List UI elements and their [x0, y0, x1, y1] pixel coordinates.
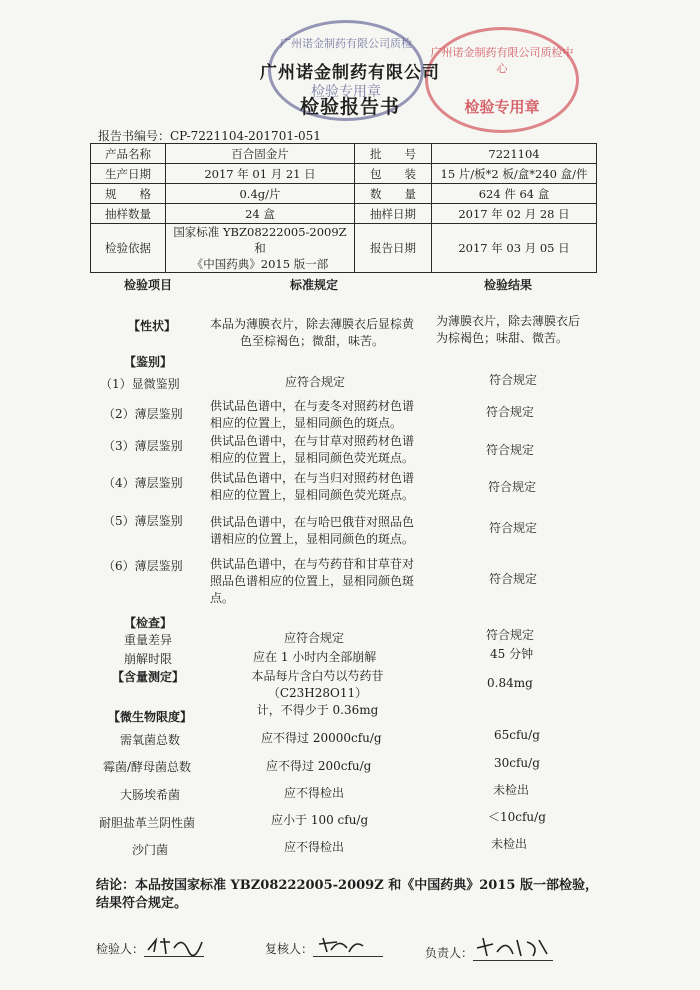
- responsible-handwriting: [473, 934, 553, 960]
- inspector-sign-line: [144, 934, 204, 957]
- disintegration-name: 崩解时限: [124, 652, 173, 666]
- ident-2-std-line-1: 供试品色谱中，在与麦冬对照药材色谱: [210, 399, 415, 413]
- reviewer-signature: [265, 934, 383, 957]
- ident-3-standard: [210, 433, 414, 467]
- inspector-handwriting: [144, 934, 204, 956]
- seal-right-bottom-text: 检验专用章: [464, 98, 540, 116]
- company-name: 广州诺金制药有限公司: [260, 63, 440, 83]
- ident-6-standard: [210, 556, 414, 607]
- ident-1-standard: 应符合规定: [285, 375, 346, 389]
- ident-3-std-line-2: 相应的位置上，显相同颜色荧光斑点。: [210, 451, 415, 465]
- col-header-result: 检验结果: [484, 278, 533, 292]
- assay-std-line-1: 本品每片含白芍以芍药苷（C23H28O11）: [251, 669, 384, 700]
- prod-date-label: 生产日期: [91, 164, 166, 184]
- conclusion-line-2: 结果符合规定。: [96, 896, 188, 911]
- col-header-item: 检验项目: [124, 278, 173, 292]
- ident-6-name: （6）薄层鉴别: [103, 559, 183, 573]
- ident-4-std-line-2: 相应的位置上，显相同颜色荧光斑点。: [210, 488, 415, 502]
- basis-label: 检验依据: [91, 224, 166, 273]
- responsible-label: 负责人：: [425, 946, 474, 960]
- seal-left-top-text: 广州诺金制药有限公司质检: [280, 37, 412, 50]
- ident-6-std-line-1: 供试品色谱中，在与芍药苷和甘草苷对: [210, 557, 415, 571]
- microbe-4-standard: 应小于 100 cfu/g: [271, 813, 369, 827]
- conclusion-line-1: 结论：本品按国家标准 YBZ08222005-2009Z 和《中国药典》2015 版一部检验，: [96, 878, 598, 893]
- spec-label: 规 格: [91, 184, 166, 204]
- spec-value: 0.4g/片: [166, 184, 355, 204]
- character-standard: [210, 316, 414, 350]
- reviewer-handwriting: [313, 934, 383, 956]
- microbe-3-standard: 应不得检出: [284, 786, 345, 800]
- microbe-4-name: 耐胆盐革兰阴性菌: [99, 816, 196, 830]
- responsible-sign-line: [473, 934, 553, 961]
- character-res-line-2: 为棕褐色；味甜、微苦。: [436, 331, 569, 345]
- ident-4-standard: [210, 470, 414, 504]
- ident-3-std-line-1: 供试品色谱中，在与甘草对照药材色谱: [210, 434, 415, 448]
- sample-qty-value: 24 盒: [166, 204, 355, 224]
- microbe-1-standard: 应不得过 20000cfu/g: [261, 731, 382, 745]
- microbe-2-standard: 应不得过 200cfu/g: [266, 759, 372, 773]
- basis-value: [166, 224, 355, 273]
- disintegration-result: 45 分钟: [490, 647, 534, 661]
- ident-5-std-line-2: 谱相应的位置上，显相同颜色的斑点。: [210, 532, 415, 546]
- ident-5-std-line-1: 供试品色谱中，在与哈巴俄苷对照品色: [210, 515, 415, 529]
- batch-label: 批 号: [355, 144, 432, 164]
- character-std-line-2: 色至棕褐色；微甜，味苦。: [240, 334, 385, 348]
- sample-date-value: 2017 年 02 月 28 日: [432, 204, 597, 224]
- product-name-label: 产品名称: [91, 144, 166, 164]
- basis-line-2: 《中国药典》2015 版一部: [191, 257, 329, 271]
- reviewer-sign-line: [313, 934, 383, 957]
- microbial-label: 【微生物限度】: [108, 710, 193, 724]
- weight-diff-standard: 应符合规定: [284, 631, 345, 645]
- responsible-signature: [425, 934, 553, 961]
- ident-2-std-line-2: 相应的位置上，显相同颜色的斑点。: [210, 416, 403, 430]
- col-header-standard: 标准规定: [290, 278, 339, 292]
- character-res-line-1: 为薄膜衣片，除去薄膜衣后: [436, 314, 581, 328]
- ident-2-standard: [210, 398, 414, 432]
- microbe-4-result: ＜10cfu/g: [488, 810, 546, 824]
- reviewer-label: 复核人：: [265, 942, 314, 956]
- batch-value: 7221104: [432, 144, 597, 164]
- ident-6-std-line-3: 点。: [210, 591, 235, 605]
- microbe-5-name: 沙门菌: [132, 843, 169, 857]
- microbe-5-result: 未检出: [491, 837, 528, 851]
- ident-4-name: （4）薄层鉴别: [103, 476, 183, 490]
- qty-label: 数 量: [355, 184, 432, 204]
- sample-qty-label: 抽样数量: [91, 204, 166, 224]
- inspector-signature: [96, 934, 204, 957]
- conclusion: [96, 877, 606, 913]
- ident-2-result: 符合规定: [486, 405, 535, 419]
- ident-5-standard: [210, 514, 414, 548]
- identification-label: 【鉴别】: [124, 355, 173, 369]
- product-name-value: 百合固金片: [166, 144, 355, 164]
- microbe-2-result: 30cfu/g: [494, 756, 540, 770]
- inspection-label: 【检查】: [124, 616, 173, 630]
- ident-3-result: 符合规定: [486, 443, 535, 457]
- assay-label: 【含量测定】: [112, 670, 185, 684]
- sample-date-label: 抽样日期: [355, 204, 432, 224]
- assay-std-line-2: 计，不得少于 0.36mg: [256, 703, 379, 717]
- page-title: 检验报告书: [299, 96, 400, 118]
- ident-5-name: （5）薄层鉴别: [103, 514, 183, 528]
- seal-right-top-text: 广州诺金制药有限公司质检中心: [430, 46, 574, 75]
- basis-line-1: 国家标准 YBZ08222005-2009Z 和: [173, 225, 347, 255]
- report-date-value: 2017 年 03 月 05 日: [432, 224, 597, 273]
- seal-left-bottom-text: 检验专用章: [311, 84, 381, 100]
- pack-value: 15 片/板*2 板/盒*240 盒/件: [432, 164, 597, 184]
- disintegration-standard: 应在 1 小时内全部崩解: [253, 650, 377, 664]
- qty-value: 624 件 64 盒: [432, 184, 597, 204]
- assay-result: 0.84mg: [487, 676, 533, 690]
- microbe-1-name: 需氧菌总数: [120, 733, 181, 747]
- character-std-line-1: 本品为薄膜衣片，除去薄膜衣后显棕黄: [210, 317, 415, 331]
- weight-diff-result: 符合规定: [486, 628, 535, 642]
- ident-2-name: （2）薄层鉴别: [103, 407, 183, 421]
- character-result: [436, 313, 580, 347]
- microbe-3-name: 大肠埃希菌: [120, 788, 181, 802]
- microbe-3-result: 未检出: [493, 783, 530, 797]
- ident-6-std-line-2: 照品色谱相应的位置上，显相同颜色斑: [210, 574, 415, 588]
- inspector-label: 检验人：: [96, 942, 145, 956]
- prod-date-value: 2017 年 01 月 21 日: [166, 164, 355, 184]
- ident-1-result: 符合规定: [489, 373, 538, 387]
- assay-standard: [210, 668, 425, 719]
- ident-3-name: （3）薄层鉴别: [103, 439, 183, 453]
- microbe-1-result: 65cfu/g: [494, 728, 540, 742]
- ident-4-result: 符合规定: [488, 480, 537, 494]
- pack-label: 包 装: [355, 164, 432, 184]
- report-number: 报告书编号：CP-7221104-201701-051: [98, 129, 321, 143]
- ident-4-std-line-1: 供试品色谱中，在与当归对照药材色谱: [210, 471, 415, 485]
- weight-diff-name: 重量差异: [124, 633, 173, 647]
- microbe-2-name: 霉菌/酵母菌总数: [103, 760, 192, 774]
- ident-1-name: （1）显微鉴别: [100, 377, 180, 391]
- ident-6-result: 符合规定: [489, 572, 538, 586]
- basic-info-table: [90, 143, 597, 273]
- microbe-5-standard: 应不得检出: [284, 840, 345, 854]
- character-label: 【性状】: [128, 319, 177, 333]
- report-date-label: 报告日期: [355, 224, 432, 273]
- ident-5-result: 符合规定: [489, 521, 538, 535]
